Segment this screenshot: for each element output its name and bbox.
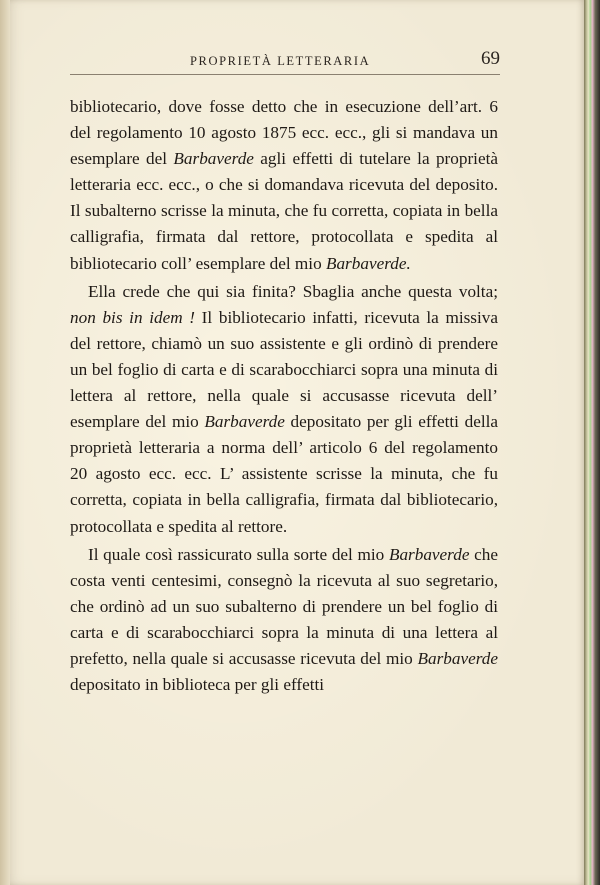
italic-title: Barbaverde [173, 149, 254, 169]
italic-title: Barbaverde [204, 412, 285, 432]
running-head: PROPRIETÀ LETTERARIA [190, 54, 371, 68]
header-rule [70, 74, 500, 75]
page-left-edge [0, 0, 10, 885]
text-segment: Ella crede che qui sia finita? Sbaglia anche questa volta; [88, 281, 498, 301]
text-segment: che costa venti centesimi, consegnò la ricevuta al suo segretario, che ordinò ad un suo subalterno di prendere un bel foglio di carta e di scarabocchiarci sopra la minuta di una lettera al prefetto, nella quale si accusasse ricevuta del mio [70, 544, 498, 668]
text-segment: agli effetti di tutelare la proprietà letteraria ecc. ecc., o che si domandava ricevuta del deposito. Il subalterno scrisse la minuta, che fu corretta, copiata in bella calligrafia, firmata dal rettore, protocollata e spedita al bibliotecario coll’ esemplare del mio [70, 149, 498, 273]
book-gutter [584, 0, 600, 885]
italic-phrase: non bis in idem ! [70, 307, 196, 327]
text-segment: depositato per gli effetti della proprietà letteraria a norma dell’ articolo 6 del regolamento 20 agosto ecc. ecc. L’ assistente scrisse la minuta, che fu corretta, copiata in bella calligrafia, firmata dal bibliotecario, protocollata e spedita al rettore. [70, 412, 499, 536]
italic-title: Barbaverde [417, 648, 498, 668]
italic-title: Barbaverde [388, 544, 470, 564]
paragraph [70, 542, 498, 699]
text-segment: Il quale così rassicurato sulla sorte del mio [88, 544, 389, 564]
paragraph [70, 279, 498, 540]
text-segment: bibliotecario, dove fosse detto che in esecuzione dell’art. 6 del regolamento 10 agosto 1875 ecc. ecc., gli si mandava un esemplare del [70, 97, 498, 169]
page-header [70, 46, 500, 74]
text-segment: Il bibliotecario infatti, ricevuta la missiva del rettore, chiamò un suo assistente e gli ordinò di prendere un bel foglio di carta e di scarabocchiarci sopra una minuta di lettera al rettore, nella quale si accusasse ricevuta dell’ esemplare del mio [70, 307, 498, 432]
page-number: 69 [481, 48, 500, 69]
paragraph [70, 94, 498, 277]
italic-title: Barbaverde. [325, 253, 411, 273]
text-segment: depositato in biblioteca per gli effetti [70, 675, 325, 695]
body-text [70, 94, 498, 698]
